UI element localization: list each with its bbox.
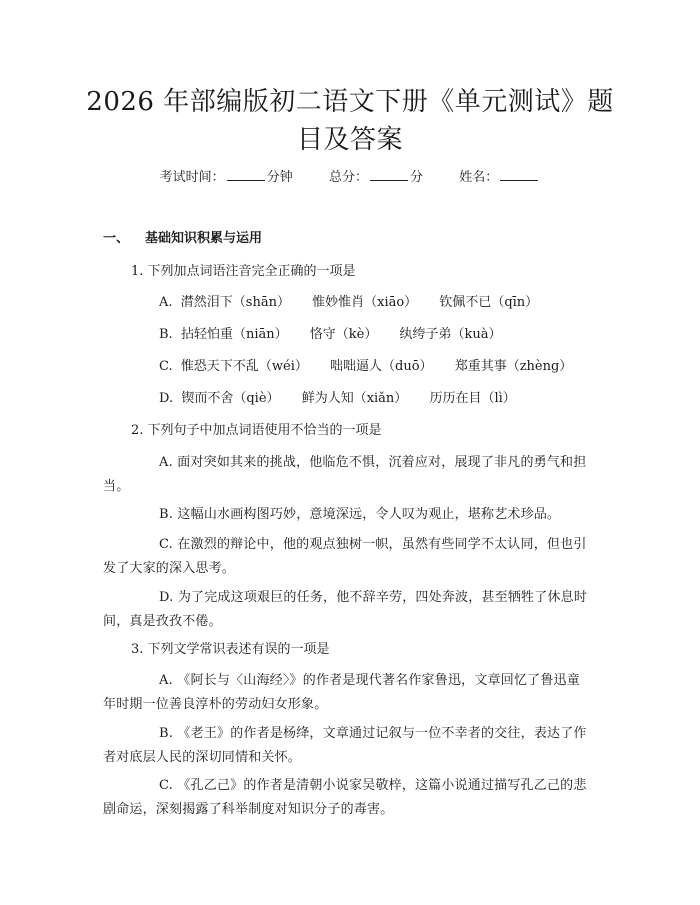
exam-meta <box>0 168 700 188</box>
score-blank <box>370 168 408 181</box>
question-3-option-c: C. 《孔乙己》的作者是清朝小说家吴敬梓，这篇小说通过描写孔乙己的悲剧命运，深刻揭露了科举制度对知识分子的毒害。 <box>103 778 587 817</box>
time-unit: 分钟 <box>266 170 293 185</box>
section-number: 一、 <box>103 231 130 246</box>
question-3-option-a: A. 《阿长与〈山海经〉》的作者是现代著名作家鲁迅，文章回忆了鲁迅童年时期一位善良淳朴的劳动妇女形象。 <box>103 673 580 712</box>
question-1-option-c: C. 惟恐天下不乱（wéi） 咄咄逼人（duō） 郑重其事（zhèng） <box>159 359 573 374</box>
question-2-option-b: B. 这幅山水画构图巧妙，意境深远，令人叹为观止，堪称艺术珍品。 <box>159 507 561 522</box>
question-2-option-a: A. 面对突如其来的挑战，他临危不惧，沉着应对，展现了非凡的勇气和担当。 <box>103 455 587 494</box>
name-blank <box>500 168 538 181</box>
question-1-option-a: A. 潸然泪下（shān） 惟妙惟肖（xiāo） 钦佩不已（qīn） <box>159 295 539 310</box>
page-title-continued: 目及答案 <box>296 125 403 155</box>
section-heading <box>103 229 262 249</box>
time-label: 考试时间： <box>159 170 225 185</box>
question-2-option-d: D. 为了完成这项艰巨的任务，他不辞辛劳，四处奔波，甚至牺牲了休息时间，真是孜孜不倦。 <box>103 590 588 629</box>
score-label: 总分： <box>328 170 368 185</box>
question-2-option-c: C. 在激烈的辩论中，他的观点独树一帜，虽然有些同学不太认同，但也引发了大家的深入思考。 <box>103 537 587 576</box>
question-1-option-b: B. 拈轻怕重（niān） 恪守（kè） 纨绔子弟（kuà） <box>159 327 502 342</box>
question-3-option-b: B. 《老王》的作者是杨绛，文章通过记叙与一位不幸者的交往，表达了作者对底层人民的深切同情和关怀。 <box>103 726 587 765</box>
question-3-stem: 3. 下列文学常识表述有误的一项是 <box>131 642 330 657</box>
section-title: 基础知识积累与运用 <box>145 231 263 246</box>
time-blank <box>227 168 265 181</box>
question-1-stem: 1. 下列加点词语注音完全正确的一项是 <box>131 264 356 279</box>
score-unit: 分 <box>410 170 424 185</box>
name-label: 姓名： <box>459 170 499 185</box>
question-1-option-d: D. 锲而不舍（qiè） 鲜为人知（xiǎn） 历历在目（lì） <box>159 391 516 406</box>
question-2-stem: 2. 下列句子中加点词语使用不恰当的一项是 <box>131 423 382 438</box>
page-title: 2026 年部编版初二语文下册《单元测试》题 <box>86 87 614 117</box>
